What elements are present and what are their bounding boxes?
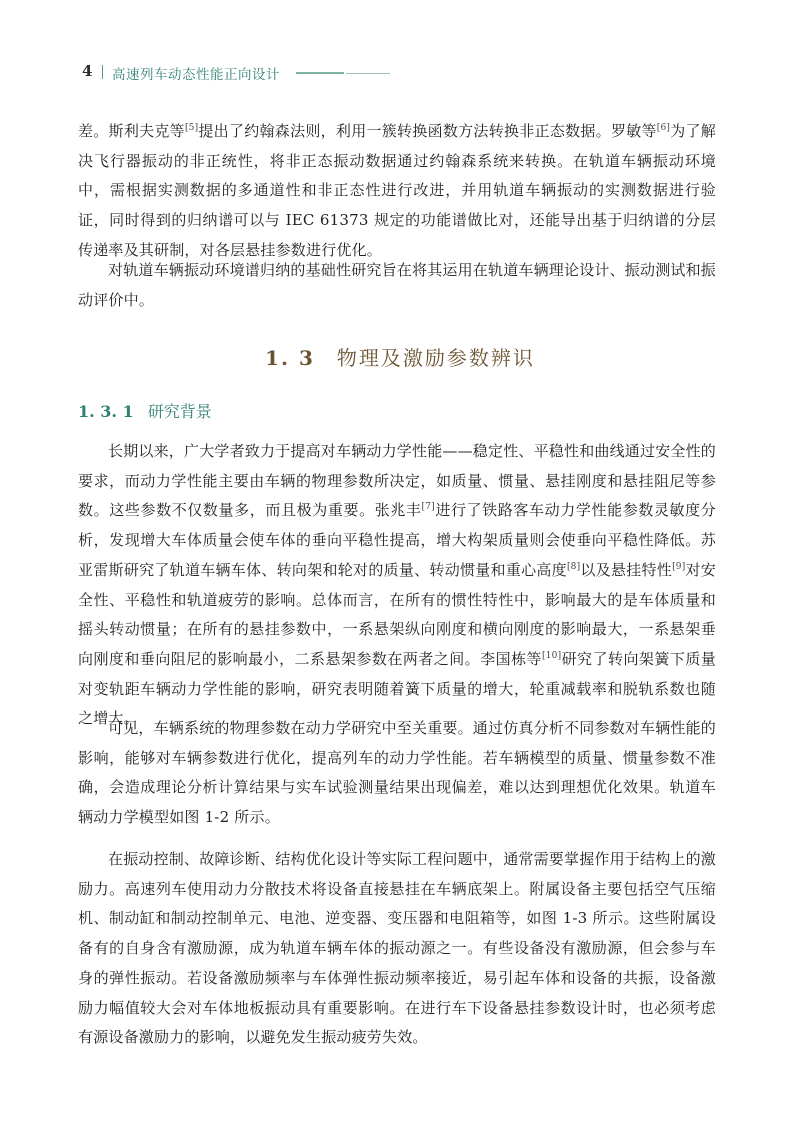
text-run: 对安全性、平稳性和轨道疲劳的影响。总体而言，在所有的惯性特性中，影响最大的是车体质量和摇头转动惯量；在所有的悬挂参数中，一系悬架纵向刚度和横向刚度的影响最大，一系悬架垂向刚度和垂向阻尼的影响最小，二系悬架参数在两者之间。李国栋等 (78, 560, 716, 668)
text-run: 差。斯利夫克等 (78, 122, 185, 140)
body-paragraph-2: 可见，车辆系统的物理参数在动力学研究中至关重要。通过仿真分析不同参数对车辆性能的影响，能够对车辆参数进行优化，提高列车的动力学性能。若车辆模型的质量、惯量参数不准确，会造成理论分析计算结果与实车试验测量结果出现偏差，难以达到理想优化效果。轨道车辆动力学模型如图 1-2 所示。 (78, 719, 717, 827)
subsection-title: 研究背景 (147, 402, 212, 421)
text-run: 以及悬挂特性 (580, 560, 673, 579)
citation-ref: [10] (542, 650, 562, 661)
subsection-number: 1. 3. 1 (78, 402, 134, 421)
header-separator (102, 65, 103, 79)
body-paragraph-3: 在振动控制、故障诊断、结构优化设计等实际工程问题中，通常需要掌握作用于结构上的激励力。高速列车使用动力分散技术将设备直接悬挂在车辆底架上。附属设备主要包括空气压缩机、制动缸和制动控制单元、电池、逆变器、变压器和电阻箱等，如图 1-3 所示。这些附属设备有的自身含有激励源，成为轨道车辆车体的振动源之一。有些设备没有激励源，但会参与车身的弹性振动。若设备激励频率与车体弹性振动频率接近，易引起车体和设备的共振，设备激励力幅值较大会对车体地板振动具有重要影响。在进行车下设备悬挂参数设计时，也必须考虑有源设备激励力的影响，以避免发生振动疲劳失效。 (78, 850, 717, 1047)
running-title: 高速列车动态性能正向设计 (112, 67, 280, 83)
header-rule-thick (296, 72, 344, 74)
intro-paragraph-1 (78, 117, 716, 266)
citation-ref: [7] (421, 502, 435, 513)
text-run: 提出了约翰森法则，利用一簇转换函数方法转换非正态数据。罗敏等 (198, 122, 657, 140)
text-run: 进行了铁路客车动力学性能参数灵敏度分析，发现增大车体质量会使车体的垂向平稳性提高，增大构架质量则会使垂向平稳性降低。苏亚雷斯研究了轨道车辆车体、转向架和轮对的质量、转动惯量和重心高度 (78, 501, 716, 579)
citation-ref: [5] (184, 123, 199, 133)
header-rule-thin (346, 73, 390, 74)
citation-ref: [6] (656, 123, 671, 133)
subsection-heading (78, 399, 212, 422)
text-run: 研究了转向架簧下质量对变轨距车辆动力学性能的影响，研究表明随着簧下质量的增大，轮重减载率和脱轨系数也随之增大。 (78, 649, 716, 728)
citation-ref: [8] (566, 561, 581, 572)
text-run: 长期以来，广大学者致力于提高对车辆动力学性能——稳定性、平稳性和曲线通过安全性的要求，而动力学性能主要由车辆的物理参数所决定，如质量、惯量、悬挂刚度和悬挂阻尼等参数。这些参数不仅数量多，而且极为重要。张兆丰 (78, 442, 717, 520)
section-heading (0, 342, 800, 371)
text-run: 为了解决飞行器振动的非正统性，将非正态振动数据通过约翰森系统来转换。在轨道车辆振动环境中，需根据实测数据的多通道性和非正态性进行改进，并用轨道车辆振动的实测数据进行验证，同时得到的归纳谱可以与 IEC 61373 规定的功能谱做比对，还能导出基于归纳谱的分层传递率及其研制，对各层悬挂参数进行优化。 (78, 122, 716, 259)
section-title: 物理及激励参数辨识 (336, 346, 535, 370)
intro-paragraph-2: 对轨道车辆振动环境谱归纳的基础性研究旨在将其运用在轨道车辆理论设计、振动测试和振动评价中。 (78, 261, 717, 309)
section-number: 1. 3 (265, 346, 315, 370)
page-header (78, 62, 538, 84)
page-number: 4 (82, 62, 93, 80)
body-paragraph-1 (78, 437, 716, 734)
citation-ref: [9] (672, 561, 686, 572)
